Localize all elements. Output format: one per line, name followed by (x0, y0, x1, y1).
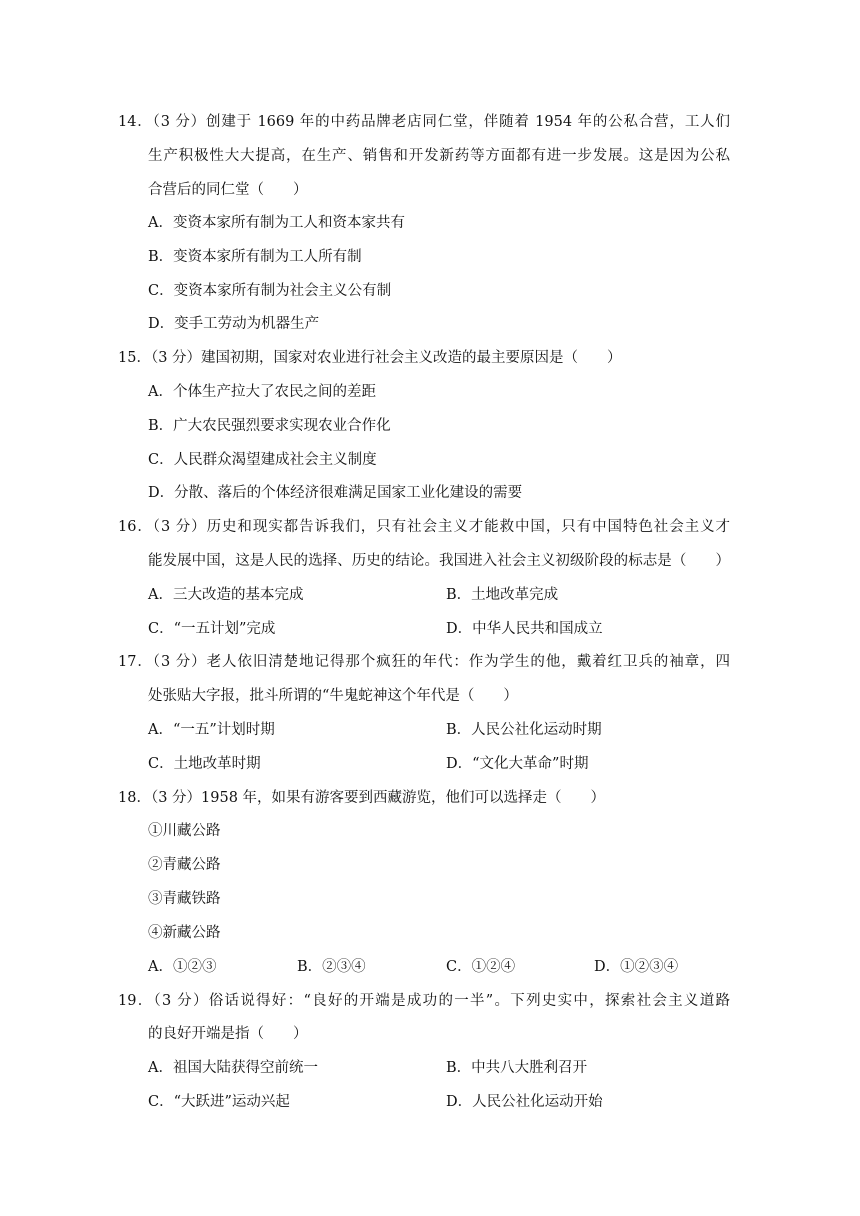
question-14-stem-line-2: 生产积极性大大提高，在生产、销售和开发新药等方面都有进一步发展。这是因为公私 (148, 148, 730, 164)
question-17-option-b: B．人民公社化运动时期 (446, 722, 602, 738)
question-15-stem-line-1: 15．（3 分）建国初期，国家对农业进行社会主义改造的最主要原因是（ ） (118, 350, 622, 366)
question-18-item-1: ①川藏公路 (148, 823, 221, 839)
question-17-option-c: C．土地改革时期 (148, 756, 261, 772)
question-16-stem-line-1: 16．（3 分）历史和现实都告诉我们，只有社会主义才能救中国，只有中国特色社会主义才 (118, 519, 730, 535)
question-18-stem-line-1: 18．（3 分）1958 年，如果有游客要到西藏游览，他们可以选择走（ ） (118, 790, 606, 806)
question-19-stem-line-2: 的良好开端是指（ ） (148, 1026, 308, 1042)
question-16-option-d: D．中华人民共和国成立 (446, 621, 603, 637)
question-16-option-a: A．三大改造的基本完成 (148, 587, 304, 603)
question-17-option-a: A．“一五”计划时期 (148, 722, 275, 738)
question-17-option-d: D．“文化大革命”时期 (446, 756, 589, 772)
question-14-option-a: A．变资本家所有制为工人和资本家共有 (148, 215, 405, 231)
question-19-option-a: A．祖国大陆获得空前统一 (148, 1060, 318, 1076)
question-14-stem-line-3: 合营后的同仁堂（ ） (148, 182, 308, 198)
question-18-item-2: ②青藏公路 (148, 857, 221, 873)
question-19-option-c: C．“大跃进”运动兴起 (148, 1094, 290, 1110)
question-18-option-d: D．①②③④ (594, 959, 679, 975)
question-16-stem-line-2: 能发展中国，这是人民的选择、历史的结论。我国进入社会主义初级阶段的标志是（ ） (148, 553, 730, 569)
question-19-option-b: B．中共八大胜利召开 (446, 1060, 588, 1076)
question-18-item-4: ④新藏公路 (148, 925, 221, 941)
question-19-stem-line-1: 19．（3 分）俗话说得好：“良好的开端是成功的一半”。下列史实中，探索社会主义道路 (118, 993, 730, 1009)
question-16-option-b: B．土地改革完成 (446, 587, 559, 603)
question-17-stem-line-2: 处张贴大字报，批斗所谓的“牛鬼蛇神这个年代是（ ） (148, 688, 518, 704)
question-14-option-d: D．变手工劳动为机器生产 (148, 316, 320, 332)
question-19-option-d: D．人民公社化运动开始 (446, 1094, 603, 1110)
question-14-option-b: B．变资本家所有制为工人所有制 (148, 249, 362, 265)
question-16-option-c: C．“一五计划”完成 (148, 621, 276, 637)
question-15-option-c: C．人民群众渴望建成社会主义制度 (148, 452, 377, 468)
question-18-option-c: C．①②④ (446, 959, 516, 975)
question-15-option-b: B．广大农民强烈要求实现农业合作化 (148, 418, 391, 434)
question-18-item-3: ③青藏铁路 (148, 891, 221, 907)
question-15-option-d: D．分散、落后的个体经济很难满足国家工业化建设的需要 (148, 485, 523, 501)
question-18-option-b: B．②③④ (297, 959, 366, 975)
question-14-option-c: C．变资本家所有制为社会主义公有制 (148, 283, 392, 299)
question-15-option-a: A．个体生产拉大了农民之间的差距 (148, 384, 376, 400)
question-17-stem-line-1: 17．（3 分）老人依旧清楚地记得那个疯狂的年代：作为学生的他，戴着红卫兵的袖章，四 (118, 654, 730, 670)
question-18-option-a: A．①②③ (148, 959, 217, 975)
question-14-stem-line-1: 14．（3 分）创建于 1669 年的中药品牌老店同仁堂，伴随着 1954 年的公私合营，工人们 (118, 114, 730, 130)
